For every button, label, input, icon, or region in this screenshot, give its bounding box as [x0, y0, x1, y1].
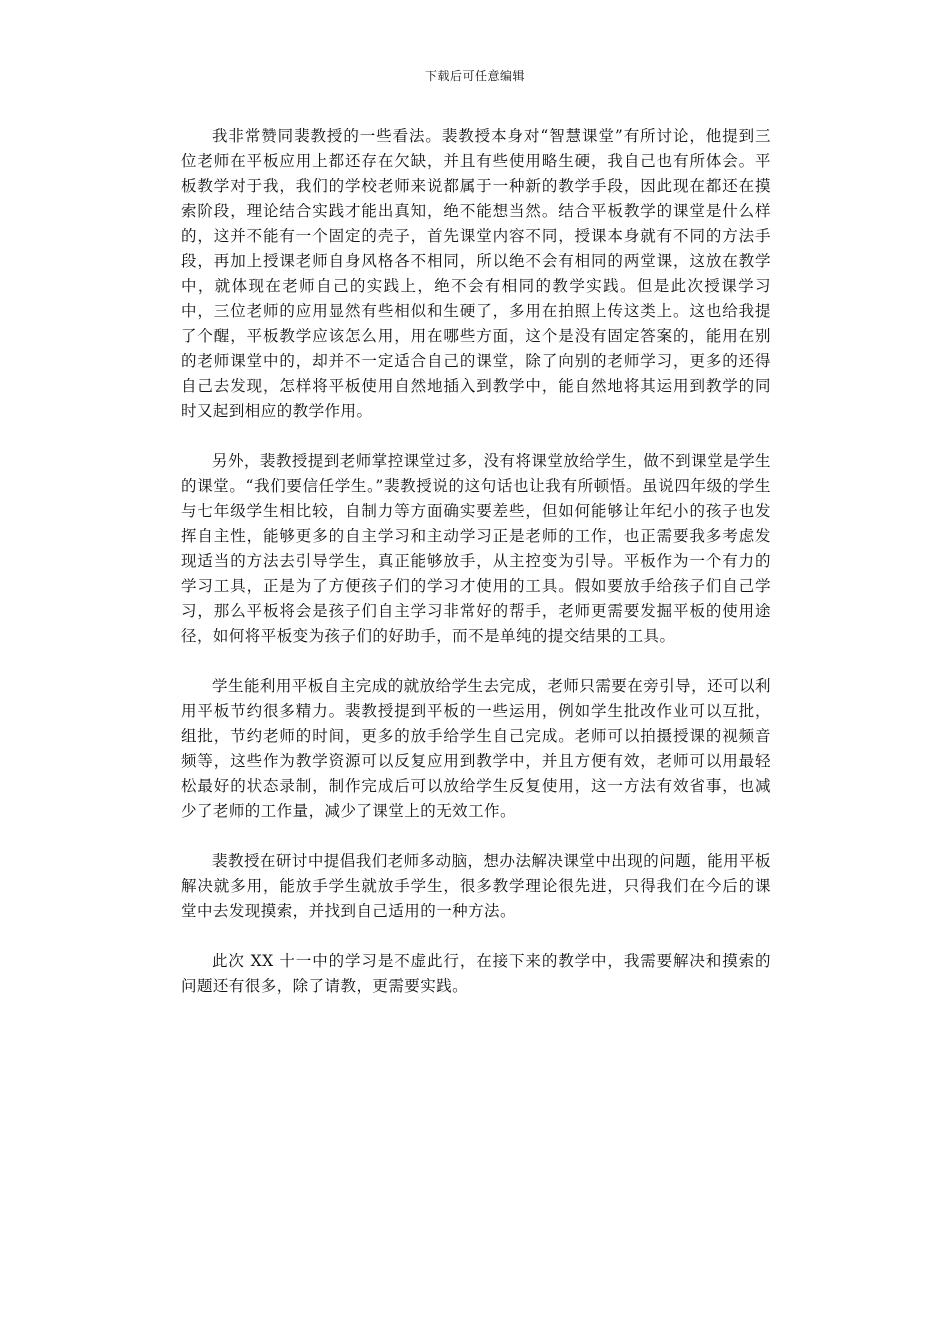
document-body — [181, 124, 771, 1024]
paragraph-4: 裴教授在研讨中提倡我们老师多动脑，想办法解决课堂中出现的问题，能用平板解决就多用，能放手学生就放手学生，很多教学理论很先进，只得我们在今后的课堂中去发现摸索，并找到自己适用的一种方法。 — [181, 852, 771, 920]
page-header: 下载后可任意编辑 — [424, 69, 525, 83]
paragraph-1: 我非常赞同裴教授的一些看法。裴教授本身对“智慧课堂”有所讨论，他提到三位老师在平板应用上都还存在欠缺，并且有些使用略生硬，我自己也有所体会。平板教学对于我，我们的学校老师来说都属于一种新的教学手段，因此现在都还在摸索阶段，理论结合实践才能出真知，绝不能想当然。结合平板教学的课堂是什么样的，这并不能有一个固定的壳子，首先课堂内容不同，授课本身就有不同的方法手段，再加上授课老师自身风格各不相同，所以绝不会有相同的两堂课，这放在教学中，就体现在老师自己的实践上，绝不会有相同的教学实践。但是此次授课学习中，三位老师的应用显然有些相似和生硬了，多用在拍照上传这类上。这也给我提了个醒，平板教学应该怎么用，用在哪些方面，这个是没有固定答案的，能用在别的老师课堂中的，却并不一定适合自己的课堂，除了向别的老师学习，更多的还得自己去发现，怎样将平板使用自然地插入到教学中，能自然地将其运用到教学的同时又起到相应的教学作用。 — [181, 127, 771, 420]
paragraph-5: 此次 XX 十一中的学习是不虚此行，在接下来的教学中，我需要解决和摸索的问题还有很多，除了请教，更需要实践。 — [181, 952, 771, 995]
paragraph-2: 另外，裴教授提到老师掌控课堂过多，没有将课堂放给学生，做不到课堂是学生的课堂。“我们要信任学生。”裴教授说的这句话也让我有所顿悟。虽说四年级的学生与七年级学生相比较，自制力等方面确实要差些，但如何能够让年纪小的孩子也发挥自主性，能够更多的自主学习和主动学习正是老师的工作，也正需要我多考虑发现适当的方法去引导学生，真正能够放手，从主控变为引导。平板作为一个有力的学习工具，正是为了方便孩子们的学习才使用的工具。假如要放手给孩子们自己学习，那么平板将会是孩子们自主学习非常好的帮手，老师更需要发掘平板的使用途径，如何将平板变为孩子们的好助手，而不是单纯的提交结果的工具。 — [181, 452, 771, 645]
paragraph-3: 学生能利用平板自主完成的就放给学生去完成，老师只需要在旁引导，还可以利用平板节约很多精力。裴教授提到平板的一些运用，例如学生批改作业可以互批，组批，节约老师的时间，更多的放手给学生自己完成。老师可以拍摄授课的视频音频等，这些作为教学资源可以反复应用到教学中，并且方便有效，老师可以用最轻松最好的状态录制，制作完成后可以放给学生反复使用，这一方法有效省事，也减少了老师的工作量，减少了课堂上的无效工作。 — [181, 677, 771, 820]
